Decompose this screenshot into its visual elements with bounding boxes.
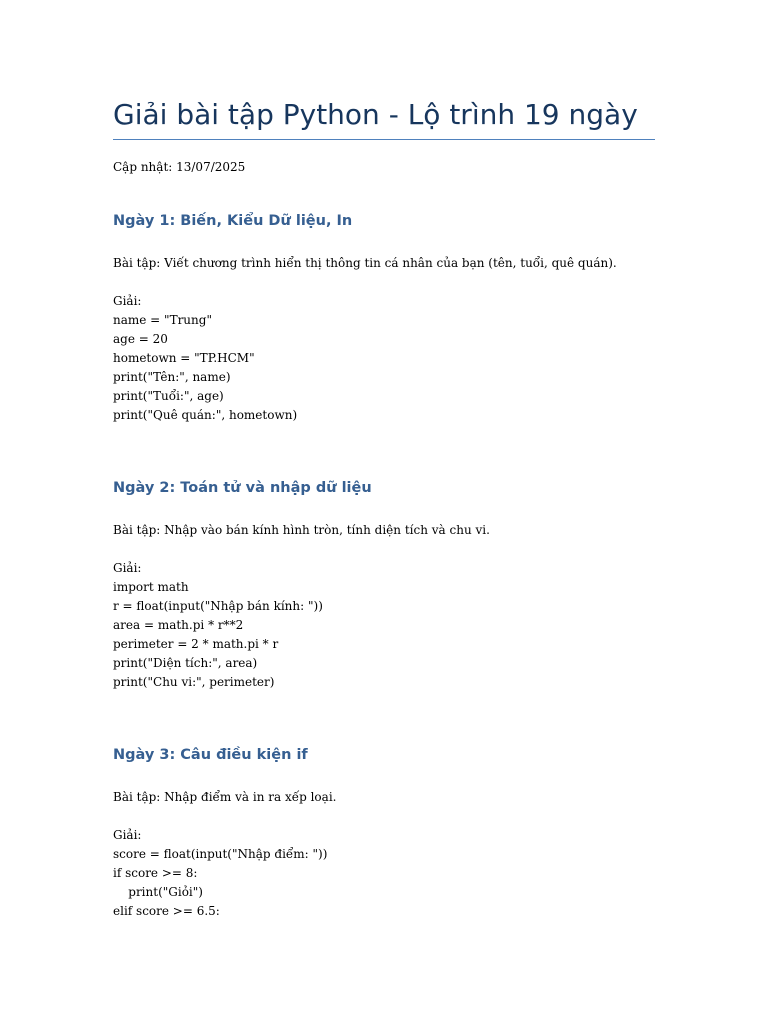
day-2-exercise: Bài tập: Nhập vào bán kính hình tròn, tính diện tích và chu vi. [113,523,490,537]
code-line: print("Tuổi:", age) [113,389,224,404]
code-line: r = float(input("Nhập bán kính: ")) [113,599,323,614]
title-underline [113,139,655,140]
code-line: area = math.pi * r**2 [113,618,244,633]
day-1-code-block [113,311,655,426]
day-2-section [113,477,655,693]
day-3-heading: Ngày 3: Câu điều kiện if [113,747,308,763]
code-line: print("Diện tích:", area) [113,656,258,671]
day-2-heading: Ngày 2: Toán tử và nhập dữ liệu [113,480,372,496]
day-1-section [113,210,655,426]
code-line: print("Quê quán:", hometown) [113,408,298,423]
code-line: perimeter = 2 * math.pi * r [113,637,279,652]
code-line: score = float(input("Nhập điểm: ")) [113,847,328,861]
day-3-code-block [113,845,655,921]
day-1-heading: Ngày 1: Biến, Kiểu Dữ liệu, In [113,213,353,229]
code-line: name = "Trung" [113,313,212,327]
code-line: if score >= 8: [113,866,198,881]
day-1-exercise: Bài tập: Viết chương trình hiển thị thông tin cá nhân của bạn (tên, tuổi, quê quán). [113,256,617,270]
code-line: age = 20 [113,332,168,347]
code-line: hometown = "TP.HCM" [113,351,255,366]
document-title: Giải bài tập Python - Lộ trình 19 ngày [113,98,638,131]
code-line: elif score >= 6.5: [113,904,220,919]
day-2-code-block [113,578,655,693]
code-line: import math [113,580,189,594]
day-1-solution-label: Giải: [113,294,142,308]
code-line: print("Chu vi:", perimeter) [113,675,275,690]
code-line: print("Giỏi") [113,885,203,900]
day-3-solution-label: Giải: [113,828,142,842]
day-2-solution-label: Giải: [113,561,142,575]
day-3-section [113,744,655,921]
code-line: print("Tên:", name) [113,370,231,385]
updated-date: Cập nhật: 13/07/2025 [113,160,246,174]
day-3-exercise: Bài tập: Nhập điểm và in ra xếp loại. [113,790,337,804]
